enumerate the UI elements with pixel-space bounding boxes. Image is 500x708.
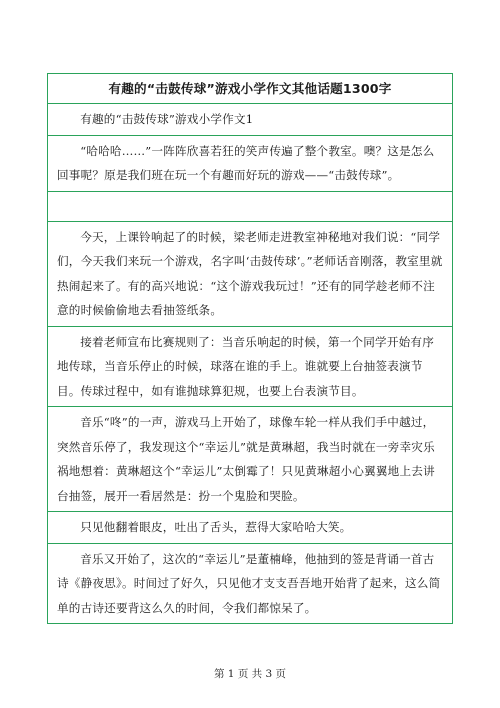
paragraph-5: 只见他翻着眼皮，吐出了舌头，惹得大家哈哈大笑。 bbox=[48, 512, 452, 544]
document-title: 有趣的“击鼓传球”游戏小学作文其他话题1300字 bbox=[48, 74, 452, 104]
paragraph-1: “哈哈哈……”一阵阵欣喜若狂的笑声传遍了整个教室。噢？这是怎么回事呢？原是我们班在玩一个有趣而好玩的游戏——“击鼓传球”。 bbox=[48, 136, 452, 192]
paragraph-2: 今天，上课铃响起了的时候，梁老师走进教室神秘地对我们说：“同学们，今天我们来玩一个游戏，名字叫‘击鼓传球’。”老师话音刚落，教室里就热闹起来了。有的高兴地说：“这个游戏我玩过！”还有的同学趁老师不注意的时候偷偷地去看抽签纸条。 bbox=[48, 222, 452, 327]
paragraph-3: 接着老师宣布比赛规则了：当音乐响起的时候，第一个同学开始有序地传球，当音乐停止的时候，球落在谁的手上。谁就要上台抽签表演节目。传球过程中，如有谁抛球算犯规，也要上台表演节目。 bbox=[48, 327, 452, 408]
essay-subtitle: 有趣的“击鼓传球”游戏小学作文1 bbox=[48, 104, 452, 136]
paragraph-4: 音乐“咚”的一声，游戏马上开始了，球像车轮一样从我们手中越过，突然音乐停了，我发现这个“幸运儿”就是黄琳超，我当时就在一旁幸灾乐祸地想着：黄琳超这个“幸运儿”太倒霉了！只见黄琳超小心翼翼地上去讲台抽签，展开一看居然是：扮一个鬼脸和哭脸。 bbox=[48, 407, 452, 512]
paragraph-6: 音乐又开始了，这次的“幸运儿”是董楠峰，他抽到的签是背诵一首古诗《静夜思》。时间过了好久，只见他才支支吾吾地开始背了起来，这么简单的古诗还要背这么久的时间，令我们都惊呆了。 bbox=[57, 551, 441, 615]
blank-row bbox=[48, 192, 452, 222]
page-footer: 第 1 页 共 3 页 bbox=[213, 668, 287, 680]
document-table bbox=[47, 73, 453, 624]
